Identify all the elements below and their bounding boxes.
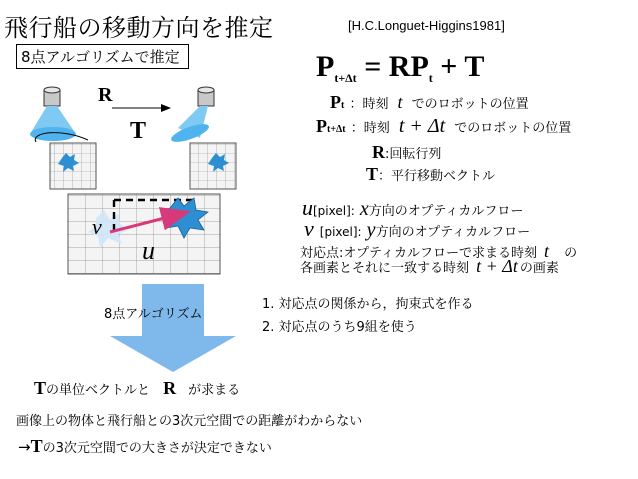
page-title: 飛行船の移動方向を推定 xyxy=(4,14,274,42)
eq-plus: + xyxy=(440,50,458,83)
r-desc: :回転行列 xyxy=(385,147,442,162)
camera-right xyxy=(169,87,214,145)
u-desc: 方向のオプティカルフロー xyxy=(368,204,524,219)
algorithm-arrow xyxy=(110,284,236,372)
diagram-R-label: R xyxy=(98,84,113,106)
eq-lhs-sub: t+Δt xyxy=(334,71,357,85)
diagram-T-label: T xyxy=(130,118,147,144)
t-desc: ：平行移動ベクトル xyxy=(378,169,496,184)
v-desc: 方向のオプティカルフロー xyxy=(375,225,531,240)
v-symbol: v xyxy=(304,216,314,241)
corr-1b: の xyxy=(564,246,578,261)
result-3b: の3次元空間での大きさが決定できない xyxy=(42,441,272,456)
small-grid-right xyxy=(190,143,236,189)
ptdt-t: t + Δt xyxy=(398,115,446,137)
eq-rp: RP xyxy=(388,50,429,83)
diagram-u-label: u xyxy=(142,236,155,265)
pt-t: t xyxy=(397,92,403,112)
u-unit: [pixel]: xyxy=(313,204,355,218)
result-R: R xyxy=(163,378,177,398)
v-unit: [pixel]: xyxy=(319,225,362,239)
method-box: 8点アルゴリズムで推定 xyxy=(16,44,189,69)
ptdt-desc-b: でのロボットの位置 xyxy=(454,121,572,136)
result-line3 xyxy=(18,436,272,457)
result-line1 xyxy=(34,378,240,399)
ptdt-symbol: P xyxy=(316,116,327,136)
t-symbol: T xyxy=(366,164,379,184)
corr-2t: t + Δt xyxy=(476,256,518,276)
pt-desc-a: ：時刻 xyxy=(349,97,389,112)
step-1: 1. 対応点の関係から，拘束式を作る xyxy=(262,297,474,312)
corr-2b: の画素 xyxy=(519,261,559,276)
u-symbol: u xyxy=(302,195,313,220)
pt-desc-b: でのロボットの位置 xyxy=(411,97,529,112)
result-T-1: T xyxy=(34,378,47,398)
ptdt-desc-a: ：時刻 xyxy=(350,121,390,136)
eq-equals: = xyxy=(364,50,382,83)
result-1b: が求まる xyxy=(188,383,241,398)
pt-symbol: P xyxy=(330,92,341,112)
eq-t: T xyxy=(464,50,485,83)
result-1a: の単位ベクトルと xyxy=(46,383,151,398)
eq-lhs: P xyxy=(316,50,335,83)
eq-rp-sub: t xyxy=(428,71,433,85)
corr-1a: 対応点:オプティカルフローで求まる時刻 xyxy=(300,246,537,261)
result-T-2: T xyxy=(30,436,43,456)
v-axis: y xyxy=(366,219,376,241)
algorithm-label: 8点アルゴリズム xyxy=(104,307,203,322)
result-arrow: → xyxy=(18,438,31,456)
step-2: 2. 対応点のうち9組を使う xyxy=(262,320,417,335)
result-line2: 画像上の物体と飛行船との3次元空間での距離がわからない xyxy=(16,414,363,429)
diagram-v-label: v xyxy=(92,214,102,239)
citation: [H.C.Longuet-Higgins1981] xyxy=(348,18,505,33)
corr-1t: t xyxy=(544,241,550,261)
ptdt-sub: t+Δt xyxy=(327,124,346,135)
pt-sub: t xyxy=(341,100,345,111)
corr-2a: 各画素とそれに一致する時刻 xyxy=(300,261,470,276)
u-axis: x xyxy=(359,198,369,220)
r-symbol: R xyxy=(372,142,385,162)
